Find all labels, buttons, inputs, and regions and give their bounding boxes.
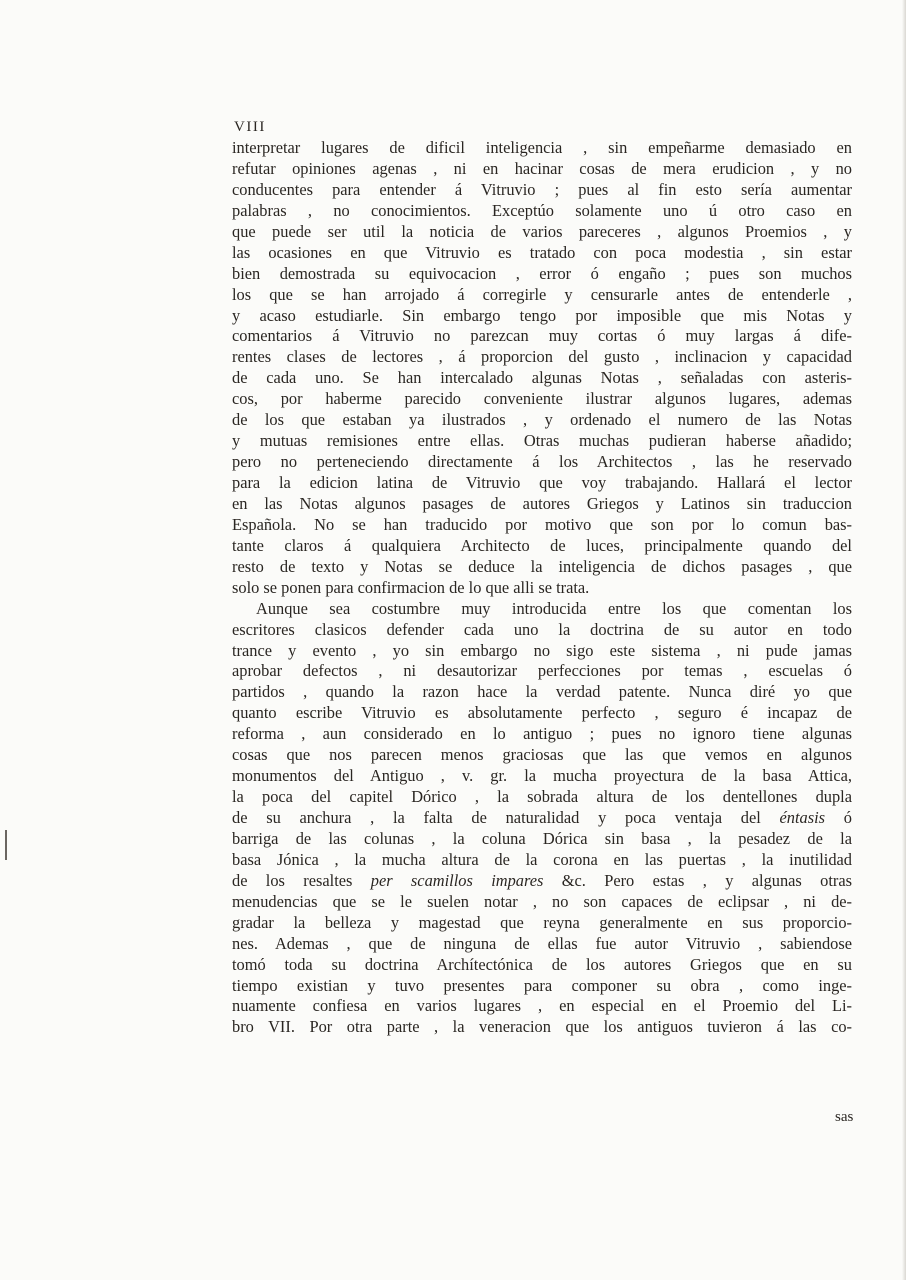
text-line: para la edicion latina de Vitruvio que voy trabajando. Hallará el lector [232, 473, 852, 492]
italic-term-scamillos: per scamillos impares [370, 870, 544, 890]
text-line: bro VII. Por otra parte , la veneracion que los antiguos tuvieron á las co- [232, 1017, 852, 1037]
text-line: comentarios á Vitruvio no parezcan muy cortas ó muy largas á dife- [232, 326, 852, 346]
text-line: Aunque sea costumbre muy introducida entre los que comentan los [256, 598, 852, 618]
text-line: quanto escribe Vitruvio es absolutamente perfecto , seguro é incapaz de [232, 703, 852, 723]
text-line: pero no perteneciendo directamente á los Architectos , las he reservado [232, 452, 852, 472]
paragraph-2 [232, 599, 852, 1039]
text-line: nes. Ademas , que de ninguna de ellas fue autor Vitruvio , sabiendose [232, 933, 852, 953]
text-line: de los que estaban ya ilustrados , y ordenado el numero de las Notas [232, 410, 852, 430]
text-line [232, 808, 852, 829]
text-line [232, 871, 852, 892]
text-line: conducentes para entender á Vitruvio ; pues al fin esto sería aumentar [232, 179, 852, 199]
text-line: y acaso estudiarle. Sin embargo tengo por imposible que mis Notas y [232, 305, 852, 325]
text-line: en las Notas algunos pasages de autores Griegos y Latinos sin traduccion [232, 493, 852, 513]
text-line: cos, por haberme parecido conveniente ilustrar algunos lugares, ademas [232, 389, 852, 409]
text-line: barriga de las colunas , la coluna Dórica sin basa , la pesadez de la [232, 828, 852, 848]
text-line: refutar opiniones agenas , ni en hacinar cosas de mera erudicion , y no [232, 158, 852, 178]
text-run: ó [825, 808, 852, 827]
text-line: que puede ser util la noticia de varios pareceres , algunos Proemios , y [232, 221, 852, 241]
text-line: escritores clasicos defender cada uno la doctrina de su autor en todo [232, 619, 852, 639]
text-line: reforma , aun considerado en lo antiguo ; pues no ignoro tiene algunas [232, 724, 852, 744]
text-line: la poca del capitel Dórico , la sobrada altura de los dentellones dupla [232, 787, 852, 807]
catchword: sas [835, 1109, 854, 1125]
text-line: tiempo existian y tuvo presentes para componer su obra , como inge- [232, 975, 852, 995]
text-line: aprobar defectos , ni desautorizar perfecciones por temas , escuelas ó [232, 661, 852, 681]
page-number: VIII [234, 119, 266, 135]
text-line: trance y evento , yo sin embargo no sigo este sistema , ni pude jamas [232, 640, 852, 660]
text-line: cosas que nos parecen menos graciosas que las que vemos en algunos [232, 745, 852, 765]
body-text [232, 138, 852, 1038]
paragraph-1 [232, 138, 852, 599]
text-run: &c. Pero estas , y algunas otras [543, 870, 852, 890]
text-line: rentes clases de lectores , á proporcion del gusto , inclinacion y capacidad [232, 347, 852, 367]
page-edge-mark [5, 830, 7, 860]
text-line: monumentos del Antiguo , v. gr. la mucha proyectura de la basa Attica, [232, 766, 852, 786]
text-line: partidos , quando la razon hace la verdad patente. Nunca diré yo que [232, 682, 852, 702]
text-line: las ocasiones en que Vitruvio es tratado con poca modestia , sin estar [232, 242, 852, 262]
text-line: nuamente confiesa en varios lugares , en especial en el Proemio del Li- [232, 996, 852, 1016]
text-line: y mutuas remisiones entre ellas. Otras muchas pudieran haberse añadido; [232, 431, 852, 451]
text-line: resto de texto y Notas se deduce la inteligencia de dichos pasages , que [232, 556, 852, 576]
text-line: tante claros á qualquiera Architecto de luces, principalmente quando del [232, 535, 852, 555]
text-line: Española. No se han traducido por motivo que son por lo comun bas- [232, 514, 852, 534]
text-line: basa Jónica , la mucha altura de la corona en las puertas , la inutilidad [232, 849, 852, 869]
text-line: tomó toda su doctrina Archítectónica de los autores Griegos que en su [232, 954, 852, 974]
text-line: de cada uno. Se han intercalado algunas Notas , señaladas con asteris- [232, 368, 852, 388]
text-line: solo se ponen para confirmacion de lo que alli se trata. [232, 577, 590, 597]
italic-term-entasis: éntasis [779, 808, 826, 827]
text-run: de los resaltes [232, 870, 371, 890]
text-line: menudencias que se le suelen notar , no son capaces de eclipsar , ni de- [232, 891, 852, 911]
text-line: gradar la belleza y magestad que reyna generalmente en sus proporcio- [232, 912, 852, 932]
text-line: palabras , no conocimientos. Exceptúo solamente uno ú otro caso en [232, 200, 852, 220]
text-run: de su anchura , la falta de naturalidad y poca ventaja del [232, 808, 780, 827]
page-gutter-shadow [902, 0, 906, 1280]
text-line: los que se han arrojado á corregirle y censurarle antes de entenderle , [232, 284, 852, 304]
text-line: bien demostrada su equivocacion , error ó engaño ; pues son muchos [232, 263, 852, 283]
text-line: interpretar lugares de dificil inteligencia , sin empeñarme demasiado en [232, 138, 852, 157]
